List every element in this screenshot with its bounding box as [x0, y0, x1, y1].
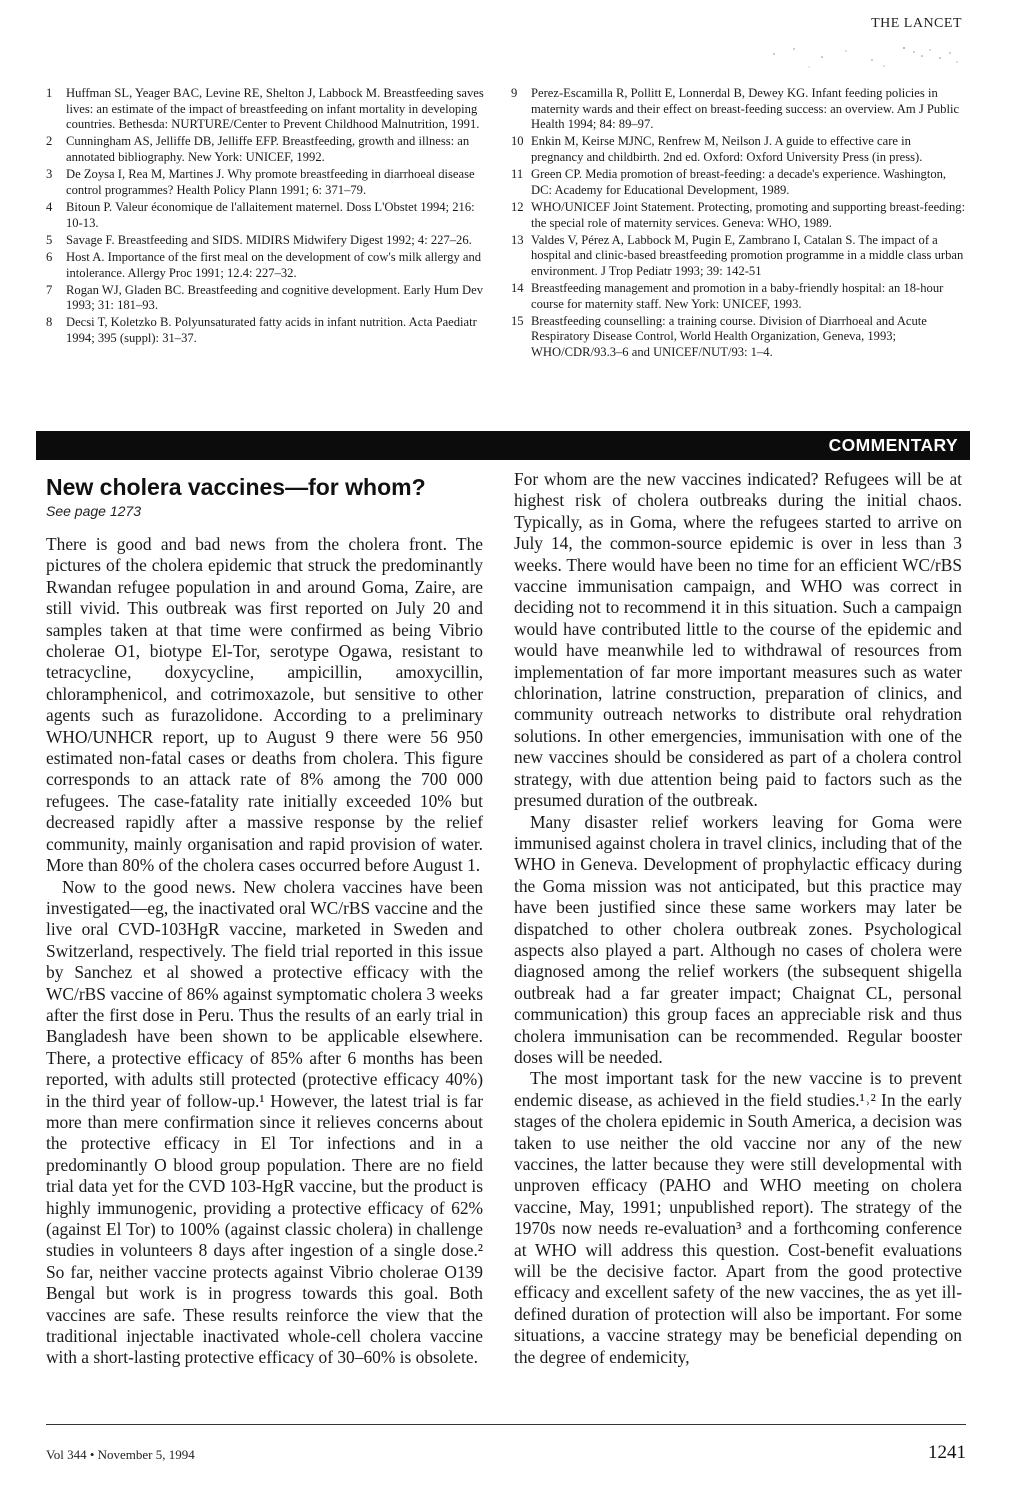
reference-item: 13 Valdes V, Pérez A, Labbock M, Pugin E, Zambrano I, Catalan S. The impact of a hospital and clinic-based breastfeeding promotion programme in a middle class urban environment. J Trop Pediatr 1993; 39: 142-51 — [511, 232, 964, 278]
reference-list-right — [511, 86, 966, 362]
article-paragraph: Now to the good news. New cholera vaccines have been investigated—eg, the inactivated oral WC/rBS vaccine and the live oral CVD-103HgR vaccine, marketed in Sweden and Switzerland, respectively. The field trial reported in this issue by Sanchez et al showed a protective efficacy with the WC/rBS vaccine of 86% against symptomatic cholera 3 weeks after the first dose in Peru. Thus the results of an early trial in Bangladesh have been shown to be applicable elsewhere. There, a protective efficacy of 85% after 6 months has been reported, with adults still protected (protective efficacy 40%) in the third year of follow-up.¹ However, the latest trial is far more than mere confirmation since it relieves concerns about the protective efficacy in El Tor infections and in a predominantly O blood group population. There are no field trial data yet for the CVD 103-HgR vaccine, but the product is highly immunogenic, providing a protective efficacy of 62% (against El Tor) to 100% (against classic cholera) in challenge studies in volunteers 8 days after ingestion of a single dose.² So far, neither vaccine protects against Vibrio cholerae O139 Bengal but work is in progress towards this goal. Both vaccines are safe. These results reinforce the view that the traditional injectable inactivated whole-cell cholera vaccine with a short-lasting protective efficacy of 30–60% is obsolete. — [46, 876, 483, 1368]
reference-item: 2 Cunningham AS, Jelliffe DB, Jelliffe EFP. Breastfeeding, growth and illness: an annotated bibliography. New York: UNICEF, 1992. — [46, 134, 470, 164]
reference-item: 4 Bitoun P. Valeur économique de l'allaitement maternel. Doss L'Obstet 1994; 216: 10-13. — [46, 199, 475, 230]
article-paragraph: The most important task for the new vaccine is to prevent endemic disease, as achieved in the field studies.¹˒² In the early stages of the cholera epidemic in South America, a decision was taken to use neither the old vaccine nor any of the new vaccines, the latter because they were still developmental with unproven efficacy (PAHO and WHO meeting on cholera vaccine, May, 1991; unpublished report). The strategy of the 1970s now needs re-evaluation³ and a forthcoming conference at WHO will address this question. Cost-benefit evaluations will be the decisive factor. Apart from the good protective efficacy and excellent safety of the new vaccines, the as yet ill-defined duration of protection will also be important. For some situations, a vaccine strategy may be beneficial depending on the degree of endemicity, — [514, 1068, 962, 1367]
reference-item: 10 Enkin M, Keirse MJNC, Renfrew M, Neilson J. A guide to effective care in pregnancy and childbirth. 2nd ed. Oxford: Oxford University Press (in press). — [511, 134, 923, 164]
volume-date: Vol 344 • November 5, 1994 — [46, 1447, 195, 1462]
reference-item: 7 Rogan WJ, Gladen BC. Breastfeeding and cognitive development. Early Hum Dev 1993; 31: 181–93. — [46, 282, 484, 313]
reference-item: 9 Perez-Escamilla R, Pollitt E, Lonnerdal B, Dewey KG. Infant feeding policies in maternity wards and their effect on breast-feeding success: an overview. Am J Public Health 1994; 84: 89–97. — [511, 86, 960, 132]
reference-item: 3 De Zoysa I, Rea M, Martines J. Why promote breastfeeding in diarrhoeal disease control programmes? Health Policy Plann 1991; 6: 371–79. — [46, 167, 475, 197]
reference-item: 14 Breastfeeding management and promotion in a baby-friendly hospital: an 18-hour course for maternity staff. New York: UNICEF, 1993. — [511, 281, 944, 311]
article-paragraph: There is good and bad news from the cholera front. The pictures of the cholera epidemic that struck the predominantly Rwandan refugee population in and around Goma, Zaire, are still vivid. This outbreak was first reported on July 20 and samples taken at that time were confirmed as being Vibrio cholerae O1, biotype El-Tor, serotype Ogawa, resistant to tetracycline, doxycycline, ampicillin, amoxycillin, chloramphenicol, and cotrimoxazole, but sensitive to other agents such as furazolidone. According to a preliminary WHO/UNHCR report, up to August 9 there were 56 950 estimated non-fatal cases or deaths from cholera. This figure corresponds to an attack rate of 8% among the 700 000 refugees. The case-fatality rate initially exceeded 10% but decreased rapidly after a massive response by the relief community, mainly organisation and rapid provision of water. More than 80% of the cholera cases occurred before August 1. — [46, 534, 483, 876]
see-page-link[interactable]: See page 1273 — [46, 503, 141, 519]
scan-speckle-decoration — [754, 40, 964, 72]
article-body-left-column — [46, 534, 483, 1369]
section-label: COMMENTARY — [828, 435, 958, 455]
article-paragraph: Many disaster relief workers leaving for Goma were immunised against cholera in travel clinics, including that of the WHO in Geneva. Development of prophylactic efficacy during the Goma mission was not anticipated, but this practice may have been justified since these same workers may later be dispatched to other cholera outbreak zones. Psychological aspects also played a part. Although no cases of cholera were diagnosed among the relief workers (the subsequent shigella outbreak had a far greater impact; Chaignat CL, personal communication) this group faces an appreciable risk and thus cholera immunisation can be recommended. Regular booster doses will be needed. — [514, 811, 962, 1067]
reference-item: 12 WHO/UNICEF Joint Statement. Protecting, promoting and supporting breast-feeding: the special role of maternity services. Geneva: WHO, 1989. — [511, 199, 966, 230]
reference-item: 15 Breastfeeding counselling: a training course. Division of Diarrhoeal and Acute Respiratory Disease Control, World Health Organization, Geneva, 1993; WHO/CDR/93.3–6 and UNICEF/NUT/93: 1–4. — [511, 313, 927, 360]
reference-list-left — [46, 86, 486, 348]
footer-divider — [46, 1424, 966, 1425]
article-title: New cholera vaccines—for whom? — [46, 474, 426, 500]
reference-item: 1 Huffman SL, Yeager BAC, Levine RE, Shelton J, Labbock M. Breastfeeding saves lives: an estimate of the impact of breastfeeding on infant mortality in developing countries. Bethesda: NURTURE/Center to Prevent Childhood Malnutrition, 1991. — [46, 86, 484, 132]
section-banner — [36, 431, 970, 460]
journal-running-head: THE LANCET — [871, 16, 962, 31]
reference-item: 5 Savage F. Breastfeeding and SIDS. MIDIRS Midwifery Digest 1992; 4: 227–26. — [46, 232, 472, 247]
article-paragraph: For whom are the new vaccines indicated? Refugees will be at highest risk of cholera outbreaks during the initial chaos. Typically, as in Goma, where the refugees started to arrive on July 14, the common-source epidemic is over in less than 3 weeks. There would have been no time for an efficient WC/rBS vaccine immunisation campaign, and WHO was correct in deciding not to recommend it in this situation. Such a campaign would have contributed little to the course of the epidemic and would have meanwhile led to withdrawal of resources from implementation of far more important measures such as water chlorination, latrine construction, preparation of clinics, and community outreach networks to distribute oral rehydration solutions. In other emergencies, immunisation with one of the new vaccines should be considered as part of a cholera control strategy, with due attention being paid to factors such as the presumed duration of the outbreak. — [514, 469, 962, 811]
article-body-right-column — [514, 469, 962, 1368]
reference-item: 8 Decsi T, Koletzko B. Polyunsaturated fatty acids in infant nutrition. Acta Paediatr 1994; 395 (suppl): 31–37. — [46, 315, 477, 346]
reference-item: 6 Host A. Importance of the first meal on the development of cow's milk allergy and intolerance. Allergy Proc 1991; 12.4: 227–32. — [46, 249, 482, 280]
reference-item: 11 Green CP. Media promotion of breast-feeding: a decade's experience. Washington, DC: Academy for Educational Development, 1989. — [511, 167, 947, 197]
page-number: 1241 — [928, 1442, 966, 1463]
